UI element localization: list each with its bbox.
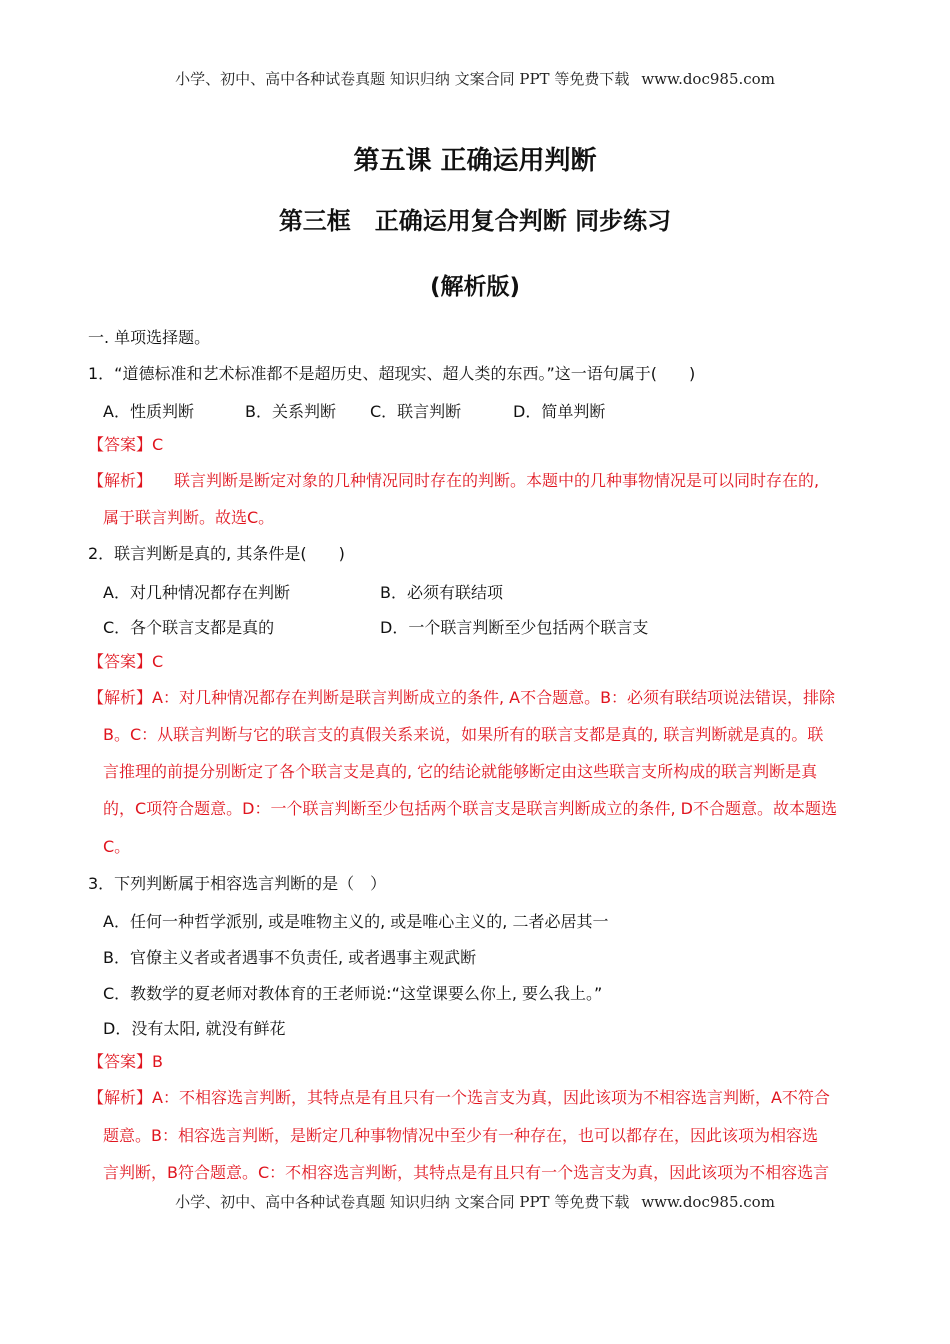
question-2-option-b: B．必须有联结项 [380,583,503,602]
question-1-analysis-line-1 [88,470,819,492]
question-1-option-d: D．简单判断 [513,402,606,421]
question-3-analysis-text-1: A：不相容选言判断，其特点是有且只有一个选言支为真，因此该项为不相容选言判断，A不符合 [152,1088,830,1107]
header-text: 小学、初中、高中各种试卷真题 知识归纳 文案合同 PPT 等免费下载 [175,70,630,88]
header-site[interactable]: www.doc985.com [641,70,775,88]
question-2-option-a: A．对几种情况都存在判断 [103,583,290,602]
question-1-option-b: B．关系判断 [245,402,336,421]
lesson-title: 第五课 正确运用判断 [353,146,597,176]
page-header [0,68,950,89]
question-1-answer: 【答案】C [88,435,164,454]
question-3-analysis-text-3: 言判断，B符合题意。C：不相容选言判断，其特点是有且只有一个选言支为真，因此该项为不相容选言 [103,1163,830,1182]
edition-title: (解析版) [429,274,521,300]
question-2-analysis-text-1: A：对几种情况都存在判断是联言判断成立的条件, A不合题意。B：必须有联结项说法错误，排除 [152,688,836,707]
question-3-stem: 3．下列判断属于相容选言判断的是（ ） [88,874,387,893]
question-3-analysis-line-1 [88,1087,830,1109]
question-2-analysis-text-4: 的，C项符合题意。D：一个联言判断至少包括两个联言支是联言判断成立的条件, D不合题意。故本题选 [103,799,837,818]
question-2-stem: 2．联言判断是真的, 其条件是( ) [88,544,345,563]
question-1-analysis-text-2: 属于联言判断。故选C。 [103,508,275,527]
question-1-analysis-label: 【解析】 [88,471,153,490]
question-2-analysis-text-5: C。 [103,837,131,856]
footer-text: 小学、初中、高中各种试卷真题 知识归纳 文案合同 PPT 等免费下载 [175,1193,630,1211]
question-2-option-d: D．一个联言判断至少包括两个联言支 [380,618,649,637]
question-1-option-a: A．性质判断 [103,402,194,421]
question-3-analysis-label: 【解析】 [88,1088,153,1107]
question-2-analysis-line-1 [88,687,835,709]
question-2-analysis-text-2: B。C：从联言判断与它的联言支的真假关系来说，如果所有的联言支都是真的, 联言判断就是真的。联 [103,725,824,744]
question-3-option-b: B．官僚主义者或者遇事不负责任, 或者遇事主观武断 [103,948,477,967]
question-3-answer: 【答案】B [88,1052,163,1071]
section-heading: 一. 单项选择题。 [88,328,211,347]
question-3-option-a: A．任何一种哲学派别, 或是唯物主义的, 或是唯心主义的, 二者必居其一 [103,912,609,931]
question-1-option-c: C．联言判断 [370,402,462,421]
question-2-answer: 【答案】C [88,652,164,671]
footer-site[interactable]: www.doc985.com [641,1193,775,1211]
question-2-analysis-label: 【解析】 [88,688,153,707]
question-3-option-c: C．教数学的夏老师对教体育的王老师说:“这堂课要么你上, 要么我上。” [103,984,603,1003]
question-1-stem: 1．“道德标准和艺术标准都不是超历史、超现实、超人类的东西。”这一语句属于( ) [88,364,696,383]
question-3-option-d: D．没有太阳, 就没有鲜花 [103,1019,286,1038]
section-title: 第三框 正确运用复合判断 同步练习 [278,207,672,235]
question-1-analysis-text-1: 联言判断是断定对象的几种情况同时存在的判断。本题中的几种事物情况是可以同时存在的, [174,471,820,490]
question-3-analysis-text-2: 题意。B：相容选言判断，是断定几种事物情况中至少有一种存在，也可以都存在，因此该项为相容选 [103,1126,818,1145]
question-2-option-c: C．各个联言支都是真的 [103,618,275,637]
page-footer [0,1191,950,1212]
question-2-analysis-text-3: 言推理的前提分别断定了各个联言支是真的, 它的结论就能够断定由这些联言支所构成的联言判断是真 [103,762,818,781]
